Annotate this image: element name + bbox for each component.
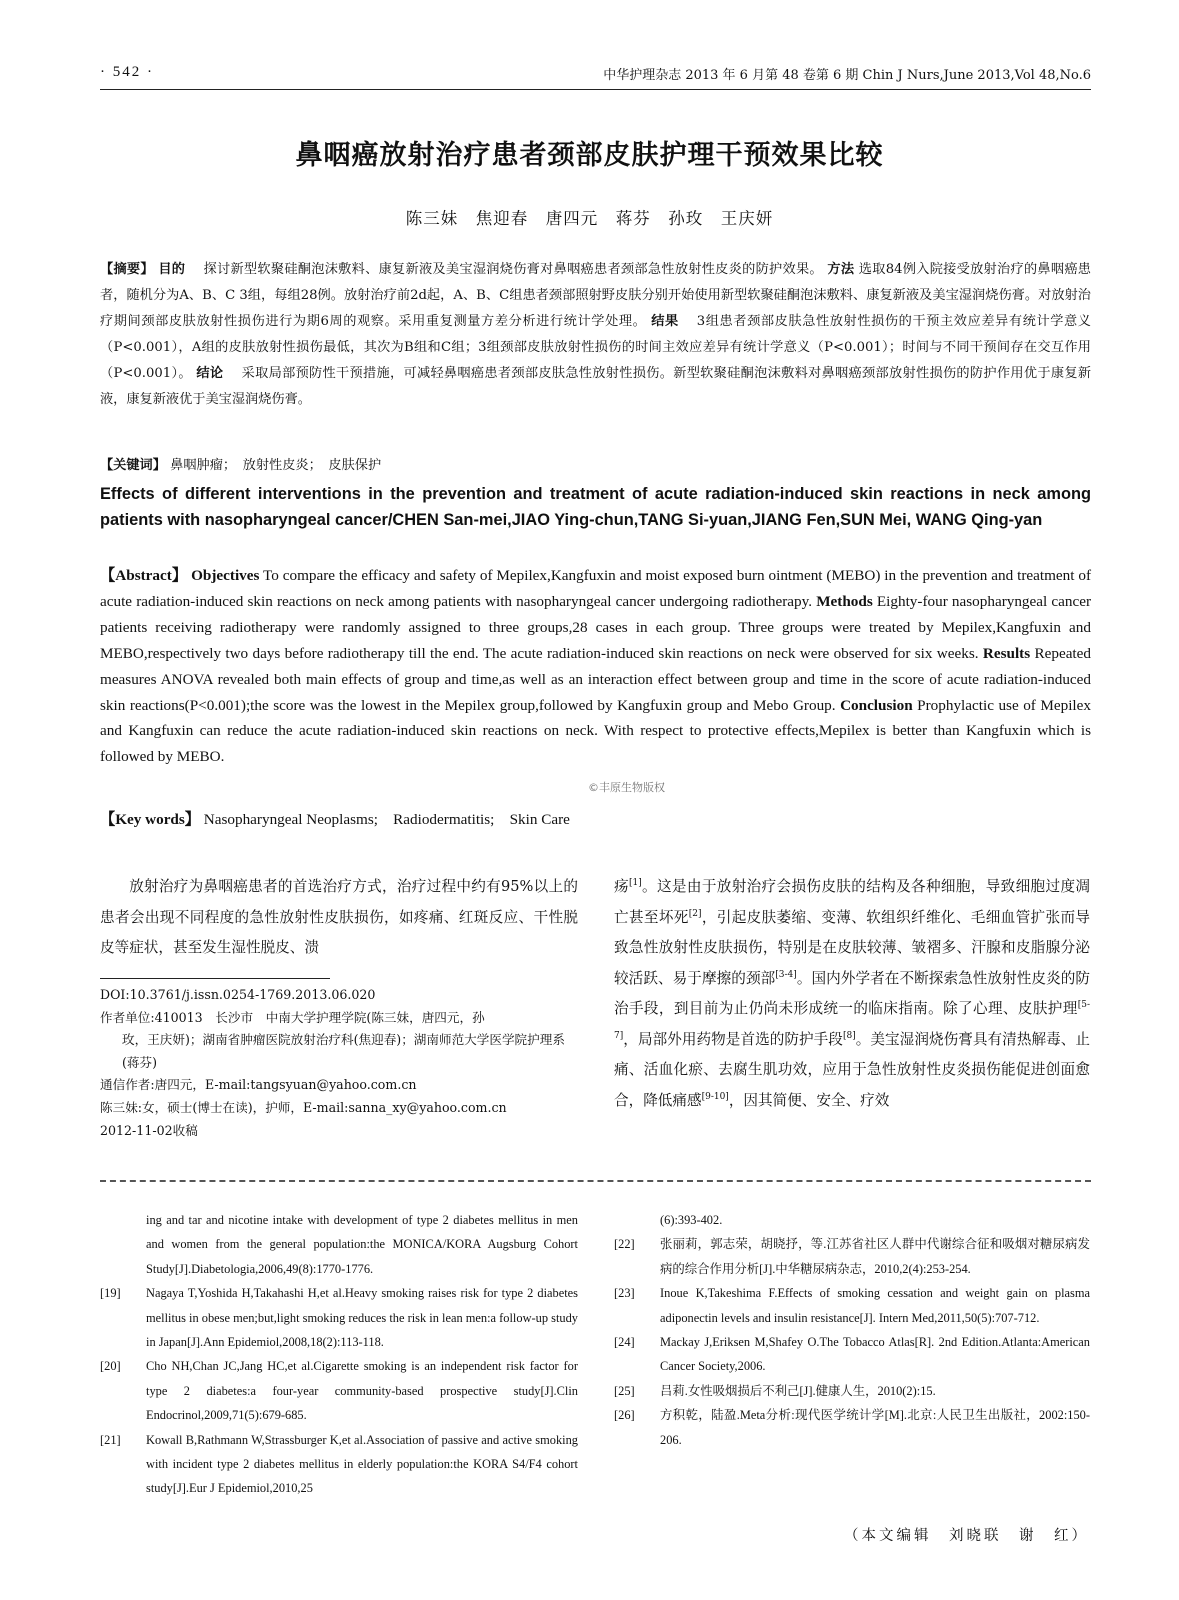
reference-number: [23] [614, 1286, 635, 1301]
reference-text: 吕莉.女性吸烟损后不利己[J].健康人生，2010(2):15. [660, 1383, 936, 1398]
citation: [2] [688, 908, 702, 919]
reference-item [100, 1281, 578, 1354]
body-text: 。国内外学者在不断探索急性放射性皮炎的防治手段，到目前为止仍尚未形成统一的临床指南。除了心理、皮肤护理 [614, 969, 1090, 1017]
reference-text: (6):393-402. [660, 1213, 723, 1227]
reference-number: [20] [100, 1359, 121, 1374]
reference-text: Mackay J,Eriksen M,Shafey O.The Tobacco Atlas[R]. 2nd Edition.Atlanta:American Cancer Society,2006. [660, 1335, 1090, 1374]
reference-item [614, 1208, 1090, 1232]
english-title: Effects of different interventions in the prevention and treatment of acute radiation-induced skin reactions in neck among patients with nasopharyngeal cancer/CHEN San-mei,JIAO Ying-chun,TANG Si-yuan,JIANG Fen,SUN Mei, WANG Qing-yan [100, 485, 1091, 529]
footnote [100, 984, 580, 1142]
body-text: 。这是由于放射治疗会损伤皮肤的结构及各种细胞，导致细胞过度凋亡甚至坏死 [614, 878, 1090, 926]
header-rule [100, 89, 1091, 90]
results-label: 结果 [651, 314, 679, 329]
references-left [100, 1208, 578, 1501]
references-right [614, 1208, 1090, 1452]
affiliation-continued: 玫，王庆妍)；湖南省肿瘤医院放射治疗科(焦迎春)；湖南师范大学医学院护理系(蒋芬) [122, 1032, 565, 1070]
section-divider [100, 1180, 1091, 1182]
footnote-rule [100, 978, 330, 979]
article-title: 鼻咽癌放射治疗患者颈部皮肤护理干预效果比较 [295, 140, 884, 171]
reference-number: [24] [614, 1335, 635, 1350]
en-objectives-text: To compare the efficacy and safety of Mepilex,Kangfuxin and moist exposed burn ointment (MEBO) in the prevention and treatment of acute radiation-induced skin reactions on neck among patients with nasopharyngeal cancer undergoing radiotherapy. [100, 567, 1092, 610]
chinese-abstract [100, 257, 1091, 413]
conclusion-text: 采取局部预防性干预措施，可减轻鼻咽癌患者颈部皮肤急性放射性损伤。新型软聚硅酮泡沫敷料对鼻咽癌颈部放射性损伤的防护作用优于康复新液，康复新液优于美宝湿润烧伤膏。 [100, 366, 1092, 407]
body-text: ，引起皮肤萎缩、变薄、软组织纤维化、毛细血管扩张而导致急性放射性皮肤损伤，特别是在皮肤较薄、皱褶多、汗腺和皮脂腺分泌较活跃、易于摩擦的颈部 [614, 908, 1090, 987]
reference-item [100, 1428, 578, 1501]
en-conclusion-label: Conclusion [840, 696, 913, 714]
abstract-label: 【摘要】 [100, 262, 154, 277]
citation: [9-10] [701, 1091, 729, 1102]
editor-credit: （本文编辑 刘晓联 谢 红） [844, 1528, 1089, 1544]
reference-number: [19] [100, 1286, 121, 1301]
reference-item [100, 1208, 578, 1281]
reference-number: [22] [614, 1237, 635, 1252]
citation: [1] [628, 878, 642, 889]
en-results-text: Repeated measures ANOVA revealed both main effects of group and time,as well as an interaction effect between group and time in the score of acute radiation-induced skin reactions(P<0.001);the score was the lowest in the Mepilex group,followed by Kangfuxin group and Mebo Group. [100, 644, 1091, 714]
en-results-label: Results [982, 644, 1031, 662]
body-text: 。美宝湿润烧伤膏具有清热解毒、止痛、活血化瘀、去腐生肌功效，应用于急性放射性皮炎损伤能促进创面愈合，降低痛感 [614, 1030, 1090, 1109]
results-text: 3组患者颈部皮肤急性放射性损伤的干预主效应差异有统计学意义（P<0.001），A组的皮肤放射性损伤最低，其次为B组和C组；3组颈部皮肤放射性损伤的时间主效应差异有统计学意义（P<0.001）；时间与不同干预间存在交互作用（P<0.001）。 [100, 314, 1091, 381]
corresponding-author: 通信作者:唐四元，E-mail:tangsyuan@yahoo.com.cn [100, 1077, 417, 1093]
reference-item [614, 1281, 1090, 1330]
reference-number: [21] [100, 1432, 121, 1447]
en-keywords-text: Nasopharyngeal Neoplasms; Radiodermatitis; Skin Care [203, 811, 570, 828]
methods-text: 选取84例入院接受放射治疗的鼻咽癌患者，随机分为A、B、C 3组，每组28例。放射治疗前2d起，A、B、C组患者颈部照射野皮肤分别开始使用新型软聚硅酮泡沫敷料、康复新液及美宝湿润烧伤膏。对放射治疗期间颈部皮肤放射性损伤进行为期6周的观察。采用重复测量方差分析进行统计学处理。 [100, 262, 1091, 329]
reference-number: [25] [614, 1383, 635, 1398]
reference-text: 张丽莉，郭志荣，胡晓抒，等.江苏省社区人群中代谢综合征和吸烟对糖尿病发病的综合作用分析[J].中华糖尿病杂志，2010,2(4):253-254. [660, 1237, 1090, 1276]
keywords-label: 【关键词】 [100, 458, 166, 473]
doi: DOI:10.3761/j.issn.0254-1769.2013.06.020 [100, 987, 376, 1002]
reference-text: 方积乾，陆盈.Meta分析:现代医学统计学[M].北京:人民卫生出版社，2002:150-206. [660, 1408, 1090, 1447]
objective-text: 探讨新型软聚硅酮泡沫敷料、康复新液及美宝湿润烧伤膏对鼻咽癌患者颈部急性放射性皮炎的防护效果。 [203, 262, 823, 277]
page-number: · 542 · [100, 64, 154, 80]
first-author-info: 陈三妹:女，硕士(博士在读)，护师，E-mail:sanna_xy@yahoo.com.cn [100, 1099, 507, 1115]
objective-label: 目的 [158, 262, 186, 277]
body-text: 疡 [614, 878, 629, 895]
en-methods-text: Eighty-four nasopharyngeal cancer patients receiving radiotherapy were randomly assigned to three groups,28 cases in each group. Three groups were treated by Mepilex,Kangfuxin and MEBO,respectively two days before radiotherapy till the end. The acute radiation-induced skin reactions on neck were observed for six weeks. [100, 592, 1092, 662]
author-list: 陈三妹 焦迎春 唐四元 蒋芬 孙玫 王庆妍 [405, 209, 774, 228]
body-text: ，因其简便、安全、疗效 [728, 1091, 890, 1109]
reference-text: Cho NH,Chan JC,Jang HC,et al.Cigarette smoking is an independent risk factor for type 2 diabetes:a four-year community-based prospective study[J].Clin Endocrinol,2009,71(5):679-685. [146, 1359, 578, 1423]
conclusion-label: 结论 [196, 366, 224, 381]
journal-info: 中华护理杂志 2013 年 6 月第 48 卷第 6 期 Chin J Nurs,June 2013,Vol 48,No.6 [603, 68, 1091, 83]
en-objectives-label: Objectives [191, 567, 260, 584]
keywords-text: 鼻咽肿瘤； 放射性皮炎； 皮肤保护 [170, 458, 382, 473]
reference-text: Nagaya T,Yoshida H,Takahashi H,et al.Heavy smoking raises risk for type 2 diabetes mellitus in obese men;but,light smoking reduces the risk in lean men:a follow-up study in Japan[J].Ann Epidemiol,2008,18(2):113-118. [146, 1286, 578, 1350]
citation: [3-4] [775, 969, 797, 980]
affiliation: 作者单位:410013 长沙市 中南大学护理学院(陈三妹，唐四元，孙 [100, 1009, 485, 1025]
body-text: ，局部外用药物是首选的防护手段 [623, 1030, 843, 1048]
reference-item [100, 1354, 578, 1427]
body-text-left: 放射治疗为鼻咽癌患者的首选治疗方式，治疗过程中约有95%以上的患者会出现不同程度的急性放射性皮肤损伤，如疼痛、红斑反应、干性脱皮等症状，甚至发生湿性脱皮、溃 [100, 878, 578, 956]
en-conclusion-text: Prophylactic use of Mepilex and Kangfuxin can reduce the acute radiation-induced skin reactions on neck. With respect to protective effects,Mepilex is better than Kangfuxin which is followed by MEBO. [100, 696, 1091, 766]
reference-number: [26] [614, 1408, 635, 1423]
reference-item [614, 1330, 1090, 1379]
en-keywords-label: 【Key words】 [100, 811, 200, 828]
watermark: ©丰原生物版权 [588, 781, 665, 794]
running-header [100, 60, 1091, 86]
en-abstract-label: 【Abstract】 [100, 567, 188, 584]
received-date: 2012-11-02收稿 [100, 1122, 198, 1138]
reference-item [614, 1403, 1090, 1452]
english-abstract [100, 563, 1091, 770]
methods-label: 方法 [827, 262, 855, 277]
reference-item [614, 1379, 1090, 1403]
citation: [5-7] [614, 1000, 1090, 1041]
reference-text: ing and tar and nicotine intake with development of type 2 diabetes mellitus in men and women from the general population:the MONICA/KORA Augsburg Cohort Study[J].Diabetologia,2006,49(8):1770-1776. [146, 1213, 578, 1276]
body-text-right [614, 872, 1090, 1116]
citation: [8] [842, 1030, 856, 1041]
reference-text: Kowall B,Rathmann W,Strassburger K,et al.Association of passive and active smoking with incident type 2 diabetes mellitus in elderly population:the KORA S4/F4 cohort study[J].Eur J Epidemiol,2010,25 [146, 1432, 578, 1496]
reference-text: Inoue K,Takeshima F.Effects of smoking cessation and weight gain on plasma adiponectin levels and insulin resistance[J]. Intern Med,2011,50(5):707-712. [660, 1286, 1090, 1325]
english-keywords [100, 807, 1091, 833]
chinese-keywords [100, 453, 1091, 479]
en-methods-label: Methods [816, 592, 873, 610]
reference-item [614, 1232, 1090, 1281]
